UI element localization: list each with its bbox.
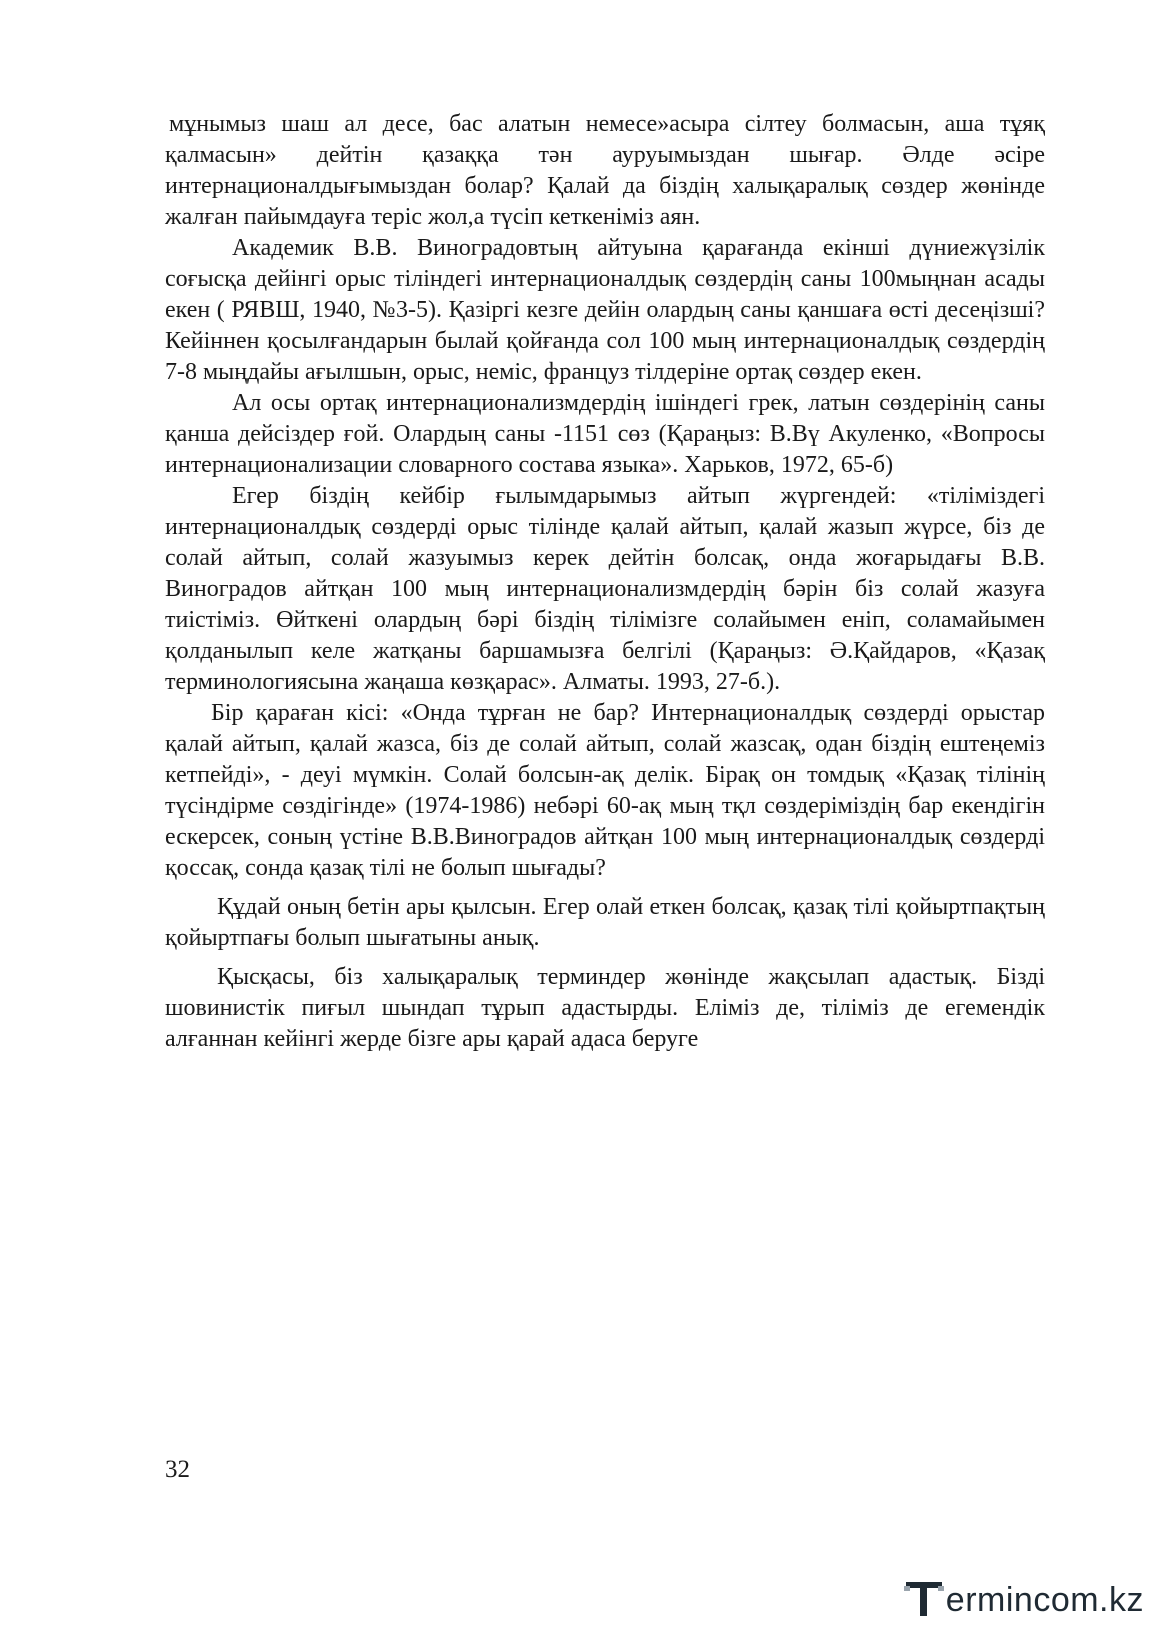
paragraph-1: мұнымыз шаш ал десе, бас алатын немесе»асыра сілтеу болмасын, аша тұяқ қалмасын» дейтін қазаққа тән ауруымыздан шығар. Әлде әсіре интернационалдығымыздан болар? Қалай да біздің халықаралық сөздер жөнінде жалған пайымдауға теріс жол,а түсіп кеткеніміз аян. (165, 111, 1045, 230)
paragraph-4: Егер біздің кейбір ғылымдарымыз айтып жүргендей: «тіліміздегі интернационалдық сөздерді орыс тілінде қалай айтып, қалай жазып жүрсе, біз де солай айтып, солай жазуымыз керек дейтін болсақ, онда жоғарыдағы В.В. Виноградов айтқан 100 мың интернационализмдердің бәрін біз солай жазуға тиістіміз. Өйткені олардың бәрі біздің тілімізге солайымен еніп, соламайымен қолданылып келе жатқаны баршамызға белгілі (Қараңыз: Ә.Қайдаров, «Қазақ терминологиясына жаңаша көзқарас». Алматы. 1993, 27-б.). (165, 483, 1045, 695)
paragraph-6: Құдай оның бетін ары қылсын. Егер олай еткен болсақ, қазақ тілі қойыртпақтың қойыртпағы болып шығатыны анық. (165, 894, 1045, 951)
t-letter-logo-icon (904, 1578, 944, 1622)
paragraph-7: Қысқасы, біз халықаралық терминдер жөнінде жақсылап адастық. Бізді шовинистік пиғыл шындап тұрып адастырды. Еліміз де, тіліміз де егемендік алғаннан кейінгі жерде бізге ары қарай адаса беруге (165, 964, 1045, 1052)
page-number: 32 (165, 1456, 190, 1483)
paragraph-3: Ал осы ортақ интернационализмдердің ішіндегі грек, латын сөздерінің саны қанша дейсіздер ғой. Олардың саны -1151 сөз (Қараңыз: В.Вү Акуленко, «Вопросы интернационализации словарного состава языка». Харьков, 1972, 65-б) (165, 390, 1045, 478)
body-text (165, 109, 1045, 1055)
paragraph-5: Бір қараған кісі: «Онда тұрған не бар? Интернационалдық сөздерді орыстар қалай айтып, қалай жазса, біз де солай айтып, солай жазсақ, одан біздің ештеңеміз кетпейді», - деуі мүмкін. Солай болсын-ақ делік. Бірақ он томдық «Қазақ тілінің түсіндірме сөздігінде» (1974-1986) небәрі 60-ақ мың тқл сөздеріміздің бар екендігін ескерсек, соның үстіне В.В.Виноградов айтқан 100 мың интернационалдық сөздерді қоссақ, сонда қазақ тілі не болып шығады? (165, 700, 1045, 881)
site-watermark (904, 1577, 1144, 1623)
paragraph-2: Академик В.В. Виноградовтың айтуына қарағанда екінші дүниежүзілік соғысқа дейінгі орыс тіліндегі интернационалдық сөздердің саны 100мыңнан асады екен ( РЯВШ, 1940, №3-5). Қазіргі кезге дейін олардың саны қаншаға өсті десеңізші? Кейіннен қосылғандарын былай қойғанда сол 100 мың интернационалдық сөздердің 7-8 мыңдайы ағылшын, орыс, неміс, француз тілдеріне ортақ сөздер екен. (165, 235, 1045, 385)
watermark-text: ermincom.kz (945, 1580, 1144, 1619)
